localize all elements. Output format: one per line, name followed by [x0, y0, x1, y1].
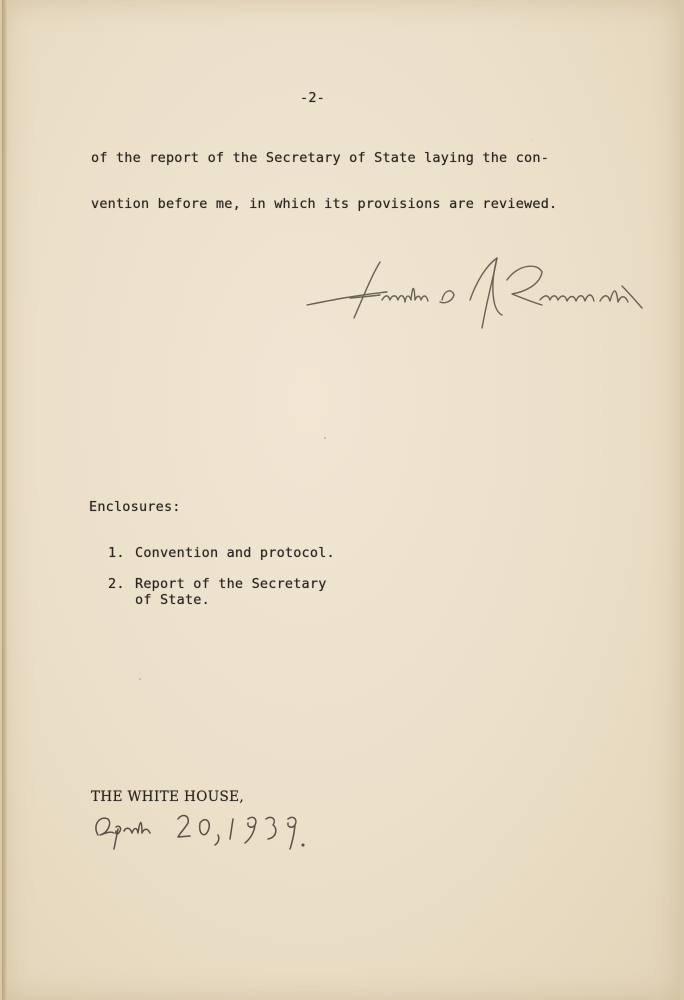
enclosure-item-1: Convention and protocol.: [135, 545, 335, 561]
enclosures-heading: Enclosures:: [89, 499, 181, 515]
body-text-line-1: of the report of the Secretary of State laying the con-: [91, 150, 550, 166]
enclosure-item-2-line-1: Report of the Secretary: [135, 576, 327, 592]
body-text-line-2: vention before me, in which its provisions are reviewed.: [91, 196, 558, 212]
signature: [302, 250, 647, 335]
handwritten-date: [90, 805, 315, 855]
document-page: [2, 0, 680, 1000]
enclosure-item-2-line-2: of State.: [135, 592, 210, 608]
paper-speck: [532, 140, 533, 141]
paper-edge: [2, 0, 7, 1000]
enclosure-number-2: 2.: [108, 576, 125, 592]
paper-speck: [324, 437, 326, 439]
enclosure-number-1: 1.: [108, 545, 125, 561]
place-line: THE WHITE HOUSE,: [91, 789, 245, 805]
paper-speck: [139, 678, 141, 680]
page-number: -2-: [300, 90, 325, 106]
